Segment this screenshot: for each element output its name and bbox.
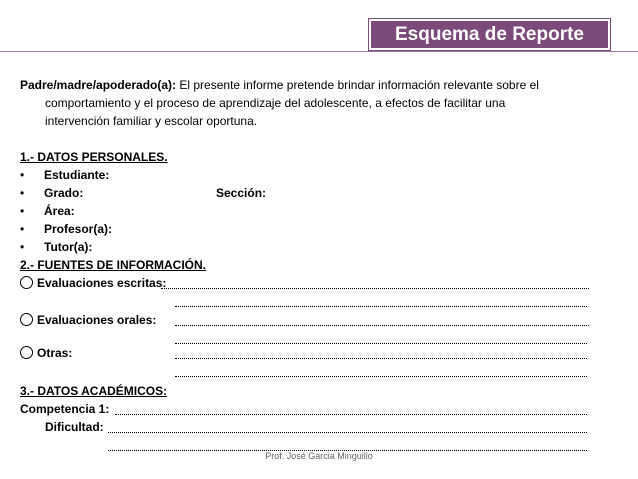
fill-line[interactable] <box>175 346 587 359</box>
intro-line-3: intervención familiar y escolar oportuna. <box>45 114 258 128</box>
footer-author: Prof. José Garcia Minguillo <box>265 451 373 461</box>
intro-line-2: comportamiento y el proceso de aprendizaje del adolescente, a efectos de facilitar una <box>45 96 506 110</box>
field-tutor <box>20 240 92 254</box>
field-area <box>20 204 75 218</box>
radio-circle-icon[interactable] <box>20 346 33 359</box>
radio-circle-icon[interactable] <box>20 276 33 289</box>
fill-line[interactable] <box>175 313 589 326</box>
fill-line[interactable] <box>175 294 587 307</box>
bullet: • <box>20 186 25 200</box>
fill-line[interactable] <box>108 420 587 433</box>
field-seccion-label: Sección: <box>216 186 267 200</box>
field-estudiante <box>20 168 109 182</box>
field-area-label: Área: <box>44 204 75 218</box>
fill-line[interactable] <box>175 364 587 377</box>
intro-paragraph <box>20 76 610 130</box>
fill-line[interactable] <box>175 331 587 344</box>
field-grado <box>20 186 83 200</box>
title-banner: Esquema de Reporte <box>369 19 610 50</box>
intro-lead: Padre/madre/apoderado(a): <box>20 78 177 92</box>
competencia-label: Competencia 1: <box>20 402 110 416</box>
option-escritas <box>20 276 166 290</box>
bullet: • <box>20 168 25 182</box>
bullet: • <box>20 222 25 236</box>
fill-line[interactable] <box>115 402 587 415</box>
field-grado-label: Grado: <box>44 186 84 200</box>
option-escritas-label: Evaluaciones escritas: <box>37 276 167 290</box>
option-orales-label: Evaluaciones orales: <box>37 313 157 327</box>
field-profesor-label: Profesor(a): <box>44 222 113 236</box>
header-rule <box>0 51 638 52</box>
dificultad-label: Dificultad: <box>45 420 104 434</box>
field-estudiante-label: Estudiante: <box>44 168 110 182</box>
fill-line[interactable] <box>161 276 589 289</box>
intro-line-1: El presente informe pretende brindar información relevante sobre el <box>176 78 539 92</box>
bullet: • <box>20 204 25 218</box>
section-3-heading: 3.- DATOS ACADÉMICOS: <box>20 384 168 398</box>
option-otras <box>20 346 72 360</box>
bullet: • <box>20 240 25 254</box>
section-2-heading: 2.- FUENTES DE INFORMACIÓN. <box>20 258 207 272</box>
fill-line[interactable] <box>108 438 587 451</box>
option-otras-label: Otras: <box>37 346 73 360</box>
radio-circle-icon[interactable] <box>20 313 33 326</box>
option-orales <box>20 313 156 327</box>
field-tutor-label: Tutor(a): <box>44 240 93 254</box>
section-1-heading: 1.- DATOS PERSONALES. <box>20 150 168 164</box>
field-profesor <box>20 222 112 236</box>
